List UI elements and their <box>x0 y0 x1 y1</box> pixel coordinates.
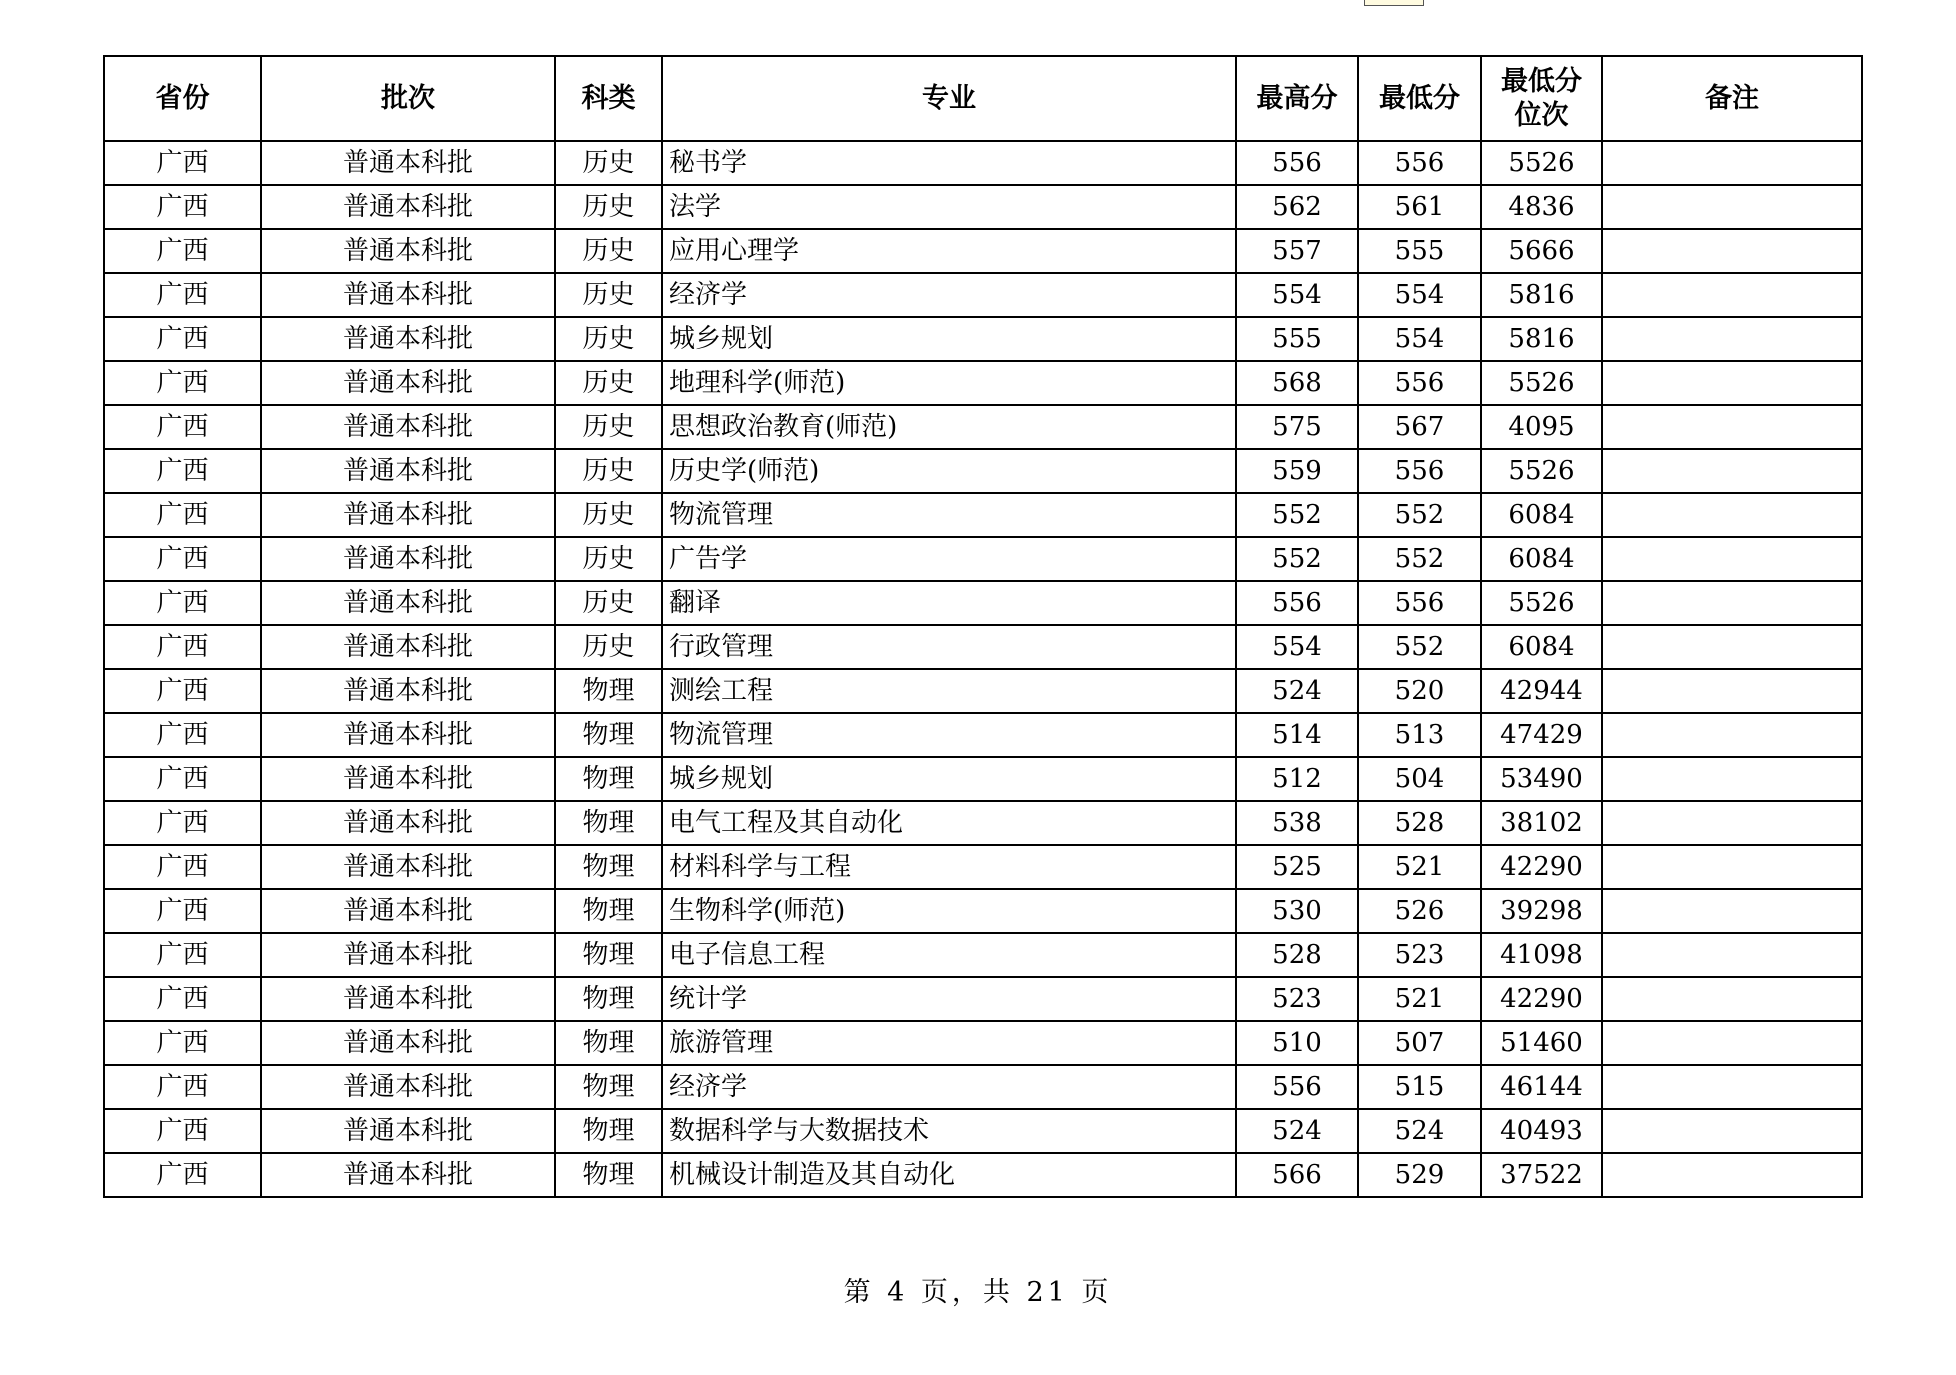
remarks-cell <box>1602 449 1862 493</box>
subject-cell: 物理 <box>555 1021 662 1065</box>
remarks-cell <box>1602 977 1862 1021</box>
max-score-cell: 514 <box>1236 713 1358 757</box>
remarks-cell <box>1602 1153 1862 1197</box>
subject-cell: 历史 <box>555 581 662 625</box>
min-score-cell: 556 <box>1358 361 1481 405</box>
min-score-cell: 528 <box>1358 801 1481 845</box>
batch-cell: 普通本科批 <box>261 977 555 1021</box>
min-rank-cell: 39298 <box>1481 889 1602 933</box>
header-row <box>104 56 1862 141</box>
min-rank-cell: 5666 <box>1481 229 1602 273</box>
min-score-cell: 561 <box>1358 185 1481 229</box>
major-cell: 机械设计制造及其自动化 <box>662 1153 1236 1197</box>
table-row <box>104 493 1862 537</box>
min-score-cell: 521 <box>1358 845 1481 889</box>
province-cell: 广西 <box>104 493 261 537</box>
max-score-cell: 557 <box>1236 229 1358 273</box>
min-rank-cell: 5526 <box>1481 581 1602 625</box>
remarks-cell <box>1602 537 1862 581</box>
province-cell: 广西 <box>104 713 261 757</box>
min-rank-cell: 47429 <box>1481 713 1602 757</box>
remarks-cell <box>1602 801 1862 845</box>
remarks-cell <box>1602 229 1862 273</box>
table-row <box>104 405 1862 449</box>
province-cell: 广西 <box>104 757 261 801</box>
batch-cell: 普通本科批 <box>261 141 555 185</box>
max-score-cell: 552 <box>1236 537 1358 581</box>
max-score-cell: 523 <box>1236 977 1358 1021</box>
batch-cell: 普通本科批 <box>261 405 555 449</box>
province-cell: 广西 <box>104 889 261 933</box>
province-cell: 广西 <box>104 801 261 845</box>
page-number: 第 4 页，共 21 页 <box>843 1277 1113 1308</box>
province-cell: 广西 <box>104 537 261 581</box>
max-score-cell: 566 <box>1236 1153 1358 1197</box>
batch-cell: 普通本科批 <box>261 757 555 801</box>
header-subject: 科类 <box>555 56 662 141</box>
major-cell: 统计学 <box>662 977 1236 1021</box>
major-cell: 广告学 <box>662 537 1236 581</box>
batch-cell: 普通本科批 <box>261 361 555 405</box>
batch-cell: 普通本科批 <box>261 493 555 537</box>
batch-cell: 普通本科批 <box>261 1153 555 1197</box>
min-score-cell: 552 <box>1358 625 1481 669</box>
province-cell: 广西 <box>104 449 261 493</box>
remarks-cell <box>1602 757 1862 801</box>
min-score-cell: 523 <box>1358 933 1481 977</box>
province-cell: 广西 <box>104 669 261 713</box>
batch-cell: 普通本科批 <box>261 889 555 933</box>
min-score-cell: 529 <box>1358 1153 1481 1197</box>
max-score-cell: 524 <box>1236 669 1358 713</box>
header-major: 专业 <box>662 56 1236 141</box>
remarks-cell <box>1602 1065 1862 1109</box>
province-cell: 广西 <box>104 185 261 229</box>
subject-cell: 物理 <box>555 889 662 933</box>
max-score-cell: 530 <box>1236 889 1358 933</box>
table-row <box>104 845 1862 889</box>
min-score-cell: 526 <box>1358 889 1481 933</box>
max-score-cell: 510 <box>1236 1021 1358 1065</box>
max-score-cell: 512 <box>1236 757 1358 801</box>
min-rank-cell: 37522 <box>1481 1153 1602 1197</box>
table-row <box>104 801 1862 845</box>
min-score-cell: 556 <box>1358 581 1481 625</box>
max-score-cell: 554 <box>1236 273 1358 317</box>
header-min-rank <box>1481 56 1602 141</box>
min-rank-cell: 51460 <box>1481 1021 1602 1065</box>
min-rank-cell: 53490 <box>1481 757 1602 801</box>
remarks-cell <box>1602 889 1862 933</box>
major-cell: 经济学 <box>662 1065 1236 1109</box>
batch-cell: 普通本科批 <box>261 273 555 317</box>
min-score-cell: 567 <box>1358 405 1481 449</box>
min-rank-cell: 38102 <box>1481 801 1602 845</box>
table-row <box>104 141 1862 185</box>
table-row <box>104 713 1862 757</box>
min-rank-cell: 5526 <box>1481 449 1602 493</box>
min-rank-cell: 42290 <box>1481 977 1602 1021</box>
subject-cell: 历史 <box>555 185 662 229</box>
batch-cell: 普通本科批 <box>261 625 555 669</box>
major-cell: 物流管理 <box>662 493 1236 537</box>
table-row <box>104 889 1862 933</box>
remarks-cell <box>1602 845 1862 889</box>
subject-cell: 物理 <box>555 713 662 757</box>
max-score-cell: 556 <box>1236 1065 1358 1109</box>
min-rank-cell: 5816 <box>1481 317 1602 361</box>
max-score-cell: 554 <box>1236 625 1358 669</box>
subject-cell: 物理 <box>555 1065 662 1109</box>
subject-cell: 历史 <box>555 537 662 581</box>
major-cell: 材料科学与工程 <box>662 845 1236 889</box>
batch-cell: 普通本科批 <box>261 845 555 889</box>
subject-cell: 历史 <box>555 449 662 493</box>
province-cell: 广西 <box>104 273 261 317</box>
table-row <box>104 361 1862 405</box>
max-score-cell: 556 <box>1236 581 1358 625</box>
table-row <box>104 317 1862 361</box>
major-cell: 城乡规划 <box>662 317 1236 361</box>
min-score-cell: 520 <box>1358 669 1481 713</box>
header-min-rank-line2: 位次 <box>1514 99 1569 131</box>
major-cell: 思想政治教育(师范) <box>662 405 1236 449</box>
remarks-cell <box>1602 933 1862 977</box>
table-row <box>104 273 1862 317</box>
major-cell: 历史学(师范) <box>662 449 1236 493</box>
subject-cell: 物理 <box>555 933 662 977</box>
table-row <box>104 185 1862 229</box>
subject-cell: 历史 <box>555 361 662 405</box>
min-score-cell: 554 <box>1358 317 1481 361</box>
province-cell: 广西 <box>104 1065 261 1109</box>
major-cell: 数据科学与大数据技术 <box>662 1109 1236 1153</box>
max-score-cell: 568 <box>1236 361 1358 405</box>
subject-cell: 历史 <box>555 273 662 317</box>
min-score-cell: 552 <box>1358 493 1481 537</box>
min-score-cell: 554 <box>1358 273 1481 317</box>
table-row <box>104 669 1862 713</box>
table-row <box>104 449 1862 493</box>
batch-cell: 普通本科批 <box>261 185 555 229</box>
remarks-cell <box>1602 669 1862 713</box>
min-rank-cell: 5526 <box>1481 141 1602 185</box>
batch-cell: 普通本科批 <box>261 317 555 361</box>
subject-cell: 历史 <box>555 317 662 361</box>
table-row <box>104 977 1862 1021</box>
clipped-annotation-box <box>1364 0 1424 6</box>
remarks-cell <box>1602 581 1862 625</box>
subject-cell: 历史 <box>555 625 662 669</box>
province-cell: 广西 <box>104 141 261 185</box>
remarks-cell <box>1602 141 1862 185</box>
province-cell: 广西 <box>104 1109 261 1153</box>
table-row <box>104 1109 1862 1153</box>
min-score-cell: 504 <box>1358 757 1481 801</box>
subject-cell: 物理 <box>555 845 662 889</box>
batch-cell: 普通本科批 <box>261 581 555 625</box>
max-score-cell: 528 <box>1236 933 1358 977</box>
province-cell: 广西 <box>104 977 261 1021</box>
min-rank-cell: 5816 <box>1481 273 1602 317</box>
batch-cell: 普通本科批 <box>261 1065 555 1109</box>
major-cell: 法学 <box>662 185 1236 229</box>
batch-cell: 普通本科批 <box>261 713 555 757</box>
max-score-cell: 538 <box>1236 801 1358 845</box>
major-cell: 应用心理学 <box>662 229 1236 273</box>
batch-cell: 普通本科批 <box>261 229 555 273</box>
subject-cell: 历史 <box>555 493 662 537</box>
min-rank-cell: 6084 <box>1481 493 1602 537</box>
subject-cell: 物理 <box>555 1109 662 1153</box>
major-cell: 地理科学(师范) <box>662 361 1236 405</box>
remarks-cell <box>1602 361 1862 405</box>
header-min-rank-line1: 最低分 <box>1501 65 1582 97</box>
remarks-cell <box>1602 625 1862 669</box>
min-score-cell: 556 <box>1358 141 1481 185</box>
header-batch: 批次 <box>261 56 555 141</box>
max-score-cell: 575 <box>1236 405 1358 449</box>
max-score-cell: 556 <box>1236 141 1358 185</box>
table-row <box>104 1065 1862 1109</box>
min-rank-cell: 4836 <box>1481 185 1602 229</box>
remarks-cell <box>1602 405 1862 449</box>
min-rank-cell: 5526 <box>1481 361 1602 405</box>
province-cell: 广西 <box>104 933 261 977</box>
remarks-cell <box>1602 713 1862 757</box>
min-score-cell: 515 <box>1358 1065 1481 1109</box>
header-max-score: 最高分 <box>1236 56 1358 141</box>
admission-scores-table <box>103 55 1863 1198</box>
major-cell: 行政管理 <box>662 625 1236 669</box>
province-cell: 广西 <box>104 1021 261 1065</box>
table-row <box>104 625 1862 669</box>
remarks-cell <box>1602 317 1862 361</box>
subject-cell: 历史 <box>555 229 662 273</box>
major-cell: 秘书学 <box>662 141 1236 185</box>
province-cell: 广西 <box>104 361 261 405</box>
max-score-cell: 552 <box>1236 493 1358 537</box>
subject-cell: 物理 <box>555 977 662 1021</box>
remarks-cell <box>1602 493 1862 537</box>
header-remarks: 备注 <box>1602 56 1862 141</box>
min-score-cell: 555 <box>1358 229 1481 273</box>
table-row <box>104 1153 1862 1197</box>
subject-cell: 物理 <box>555 757 662 801</box>
min-rank-cell: 41098 <box>1481 933 1602 977</box>
major-cell: 翻译 <box>662 581 1236 625</box>
major-cell: 生物科学(师范) <box>662 889 1236 933</box>
header-min-score: 最低分 <box>1358 56 1481 141</box>
min-rank-cell: 4095 <box>1481 405 1602 449</box>
batch-cell: 普通本科批 <box>261 1109 555 1153</box>
table-row <box>104 933 1862 977</box>
subject-cell: 物理 <box>555 669 662 713</box>
province-cell: 广西 <box>104 845 261 889</box>
min-rank-cell: 42290 <box>1481 845 1602 889</box>
batch-cell: 普通本科批 <box>261 933 555 977</box>
min-score-cell: 521 <box>1358 977 1481 1021</box>
max-score-cell: 559 <box>1236 449 1358 493</box>
table-row <box>104 757 1862 801</box>
major-cell: 旅游管理 <box>662 1021 1236 1065</box>
min-score-cell: 513 <box>1358 713 1481 757</box>
min-rank-cell: 6084 <box>1481 537 1602 581</box>
table-row <box>104 537 1862 581</box>
min-rank-cell: 42944 <box>1481 669 1602 713</box>
header-province: 省份 <box>104 56 261 141</box>
subject-cell: 历史 <box>555 141 662 185</box>
province-cell: 广西 <box>104 317 261 361</box>
remarks-cell <box>1602 273 1862 317</box>
province-cell: 广西 <box>104 1153 261 1197</box>
min-rank-cell: 40493 <box>1481 1109 1602 1153</box>
remarks-cell <box>1602 1109 1862 1153</box>
table-row <box>104 229 1862 273</box>
min-score-cell: 507 <box>1358 1021 1481 1065</box>
major-cell: 城乡规划 <box>662 757 1236 801</box>
major-cell: 物流管理 <box>662 713 1236 757</box>
table-row <box>104 581 1862 625</box>
batch-cell: 普通本科批 <box>261 449 555 493</box>
max-score-cell: 524 <box>1236 1109 1358 1153</box>
major-cell: 电气工程及其自动化 <box>662 801 1236 845</box>
min-rank-cell: 46144 <box>1481 1065 1602 1109</box>
province-cell: 广西 <box>104 581 261 625</box>
table-row <box>104 1021 1862 1065</box>
major-cell: 电子信息工程 <box>662 933 1236 977</box>
table-body <box>104 141 1862 1197</box>
province-cell: 广西 <box>104 405 261 449</box>
max-score-cell: 562 <box>1236 185 1358 229</box>
province-cell: 广西 <box>104 625 261 669</box>
subject-cell: 历史 <box>555 405 662 449</box>
batch-cell: 普通本科批 <box>261 801 555 845</box>
remarks-cell <box>1602 1021 1862 1065</box>
min-rank-cell: 6084 <box>1481 625 1602 669</box>
min-score-cell: 524 <box>1358 1109 1481 1153</box>
major-cell: 测绘工程 <box>662 669 1236 713</box>
max-score-cell: 525 <box>1236 845 1358 889</box>
min-score-cell: 556 <box>1358 449 1481 493</box>
subject-cell: 物理 <box>555 1153 662 1197</box>
remarks-cell <box>1602 185 1862 229</box>
major-cell: 经济学 <box>662 273 1236 317</box>
min-score-cell: 552 <box>1358 537 1481 581</box>
max-score-cell: 555 <box>1236 317 1358 361</box>
subject-cell: 物理 <box>555 801 662 845</box>
batch-cell: 普通本科批 <box>261 537 555 581</box>
batch-cell: 普通本科批 <box>261 1021 555 1065</box>
province-cell: 广西 <box>104 229 261 273</box>
batch-cell: 普通本科批 <box>261 669 555 713</box>
